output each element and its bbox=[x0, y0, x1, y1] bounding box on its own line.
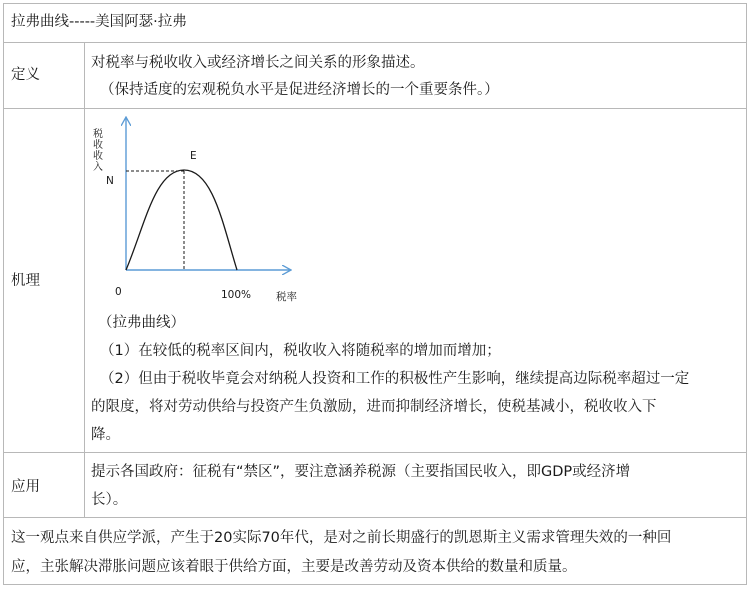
application-text-line-1: 提示各国政府：征税有“禁区”，要注意涵养税源（主要指国民收入，即GDP或经济增 bbox=[91, 464, 631, 480]
chart-caption: （拉弗曲线） bbox=[98, 315, 185, 331]
footer-text-line-1: 这一观点来自供应学派，产生于20实际70年代，是对之前长期盛行的凯恩斯主义需求管理失效的一种回 bbox=[11, 530, 672, 546]
x-end-label: 100% bbox=[221, 289, 252, 301]
footer-text-line-2: 应，主张解决滞胀问题应该着眼于供给方面，主要是改善劳动及资本供给的数量和质量。 bbox=[11, 559, 577, 575]
row-divider bbox=[3, 108, 747, 109]
row-divider bbox=[3, 452, 747, 453]
row-divider bbox=[3, 42, 747, 43]
definition-label: 定义 bbox=[11, 67, 40, 83]
peak-label: E bbox=[190, 150, 197, 162]
row-divider bbox=[3, 517, 747, 518]
peak-y-label: N bbox=[106, 175, 114, 187]
column-divider bbox=[84, 42, 85, 517]
origin-label: 0 bbox=[115, 286, 122, 298]
mechanism-point-1: （1）在较低的税率区间内，税收收入将随税率的增加而增加； bbox=[100, 343, 501, 359]
definition-text: 对税率与税收收入或经济增长之间关系的形象描述。 bbox=[91, 55, 425, 71]
mechanism-point-2-line-3: 降。 bbox=[91, 427, 120, 443]
definition-note: （保持适度的宏观税负水平是促进经济增长的一个重要条件。） bbox=[100, 82, 499, 98]
x-axis-label: 税率 bbox=[276, 291, 297, 303]
mechanism-point-2-line-1: （2）但由于税收毕竟会对纳税人投资和工作的积极性产生影响，继续提高边际税率超过一定 bbox=[100, 371, 690, 387]
mechanism-point-2-line-2: 的限度，将对劳动供给与投资产生负激励，进而抑制经济增长，使税基减小，税收收入下 bbox=[91, 399, 657, 415]
application-text-line-2: 长）。 bbox=[91, 492, 128, 508]
application-label: 应用 bbox=[11, 479, 40, 495]
y-axis-label: 税收收入 bbox=[93, 129, 103, 173]
table-header-title: 拉弗曲线-----美国阿瑟·拉弗 bbox=[11, 14, 187, 30]
mechanism-label: 机理 bbox=[11, 273, 40, 289]
